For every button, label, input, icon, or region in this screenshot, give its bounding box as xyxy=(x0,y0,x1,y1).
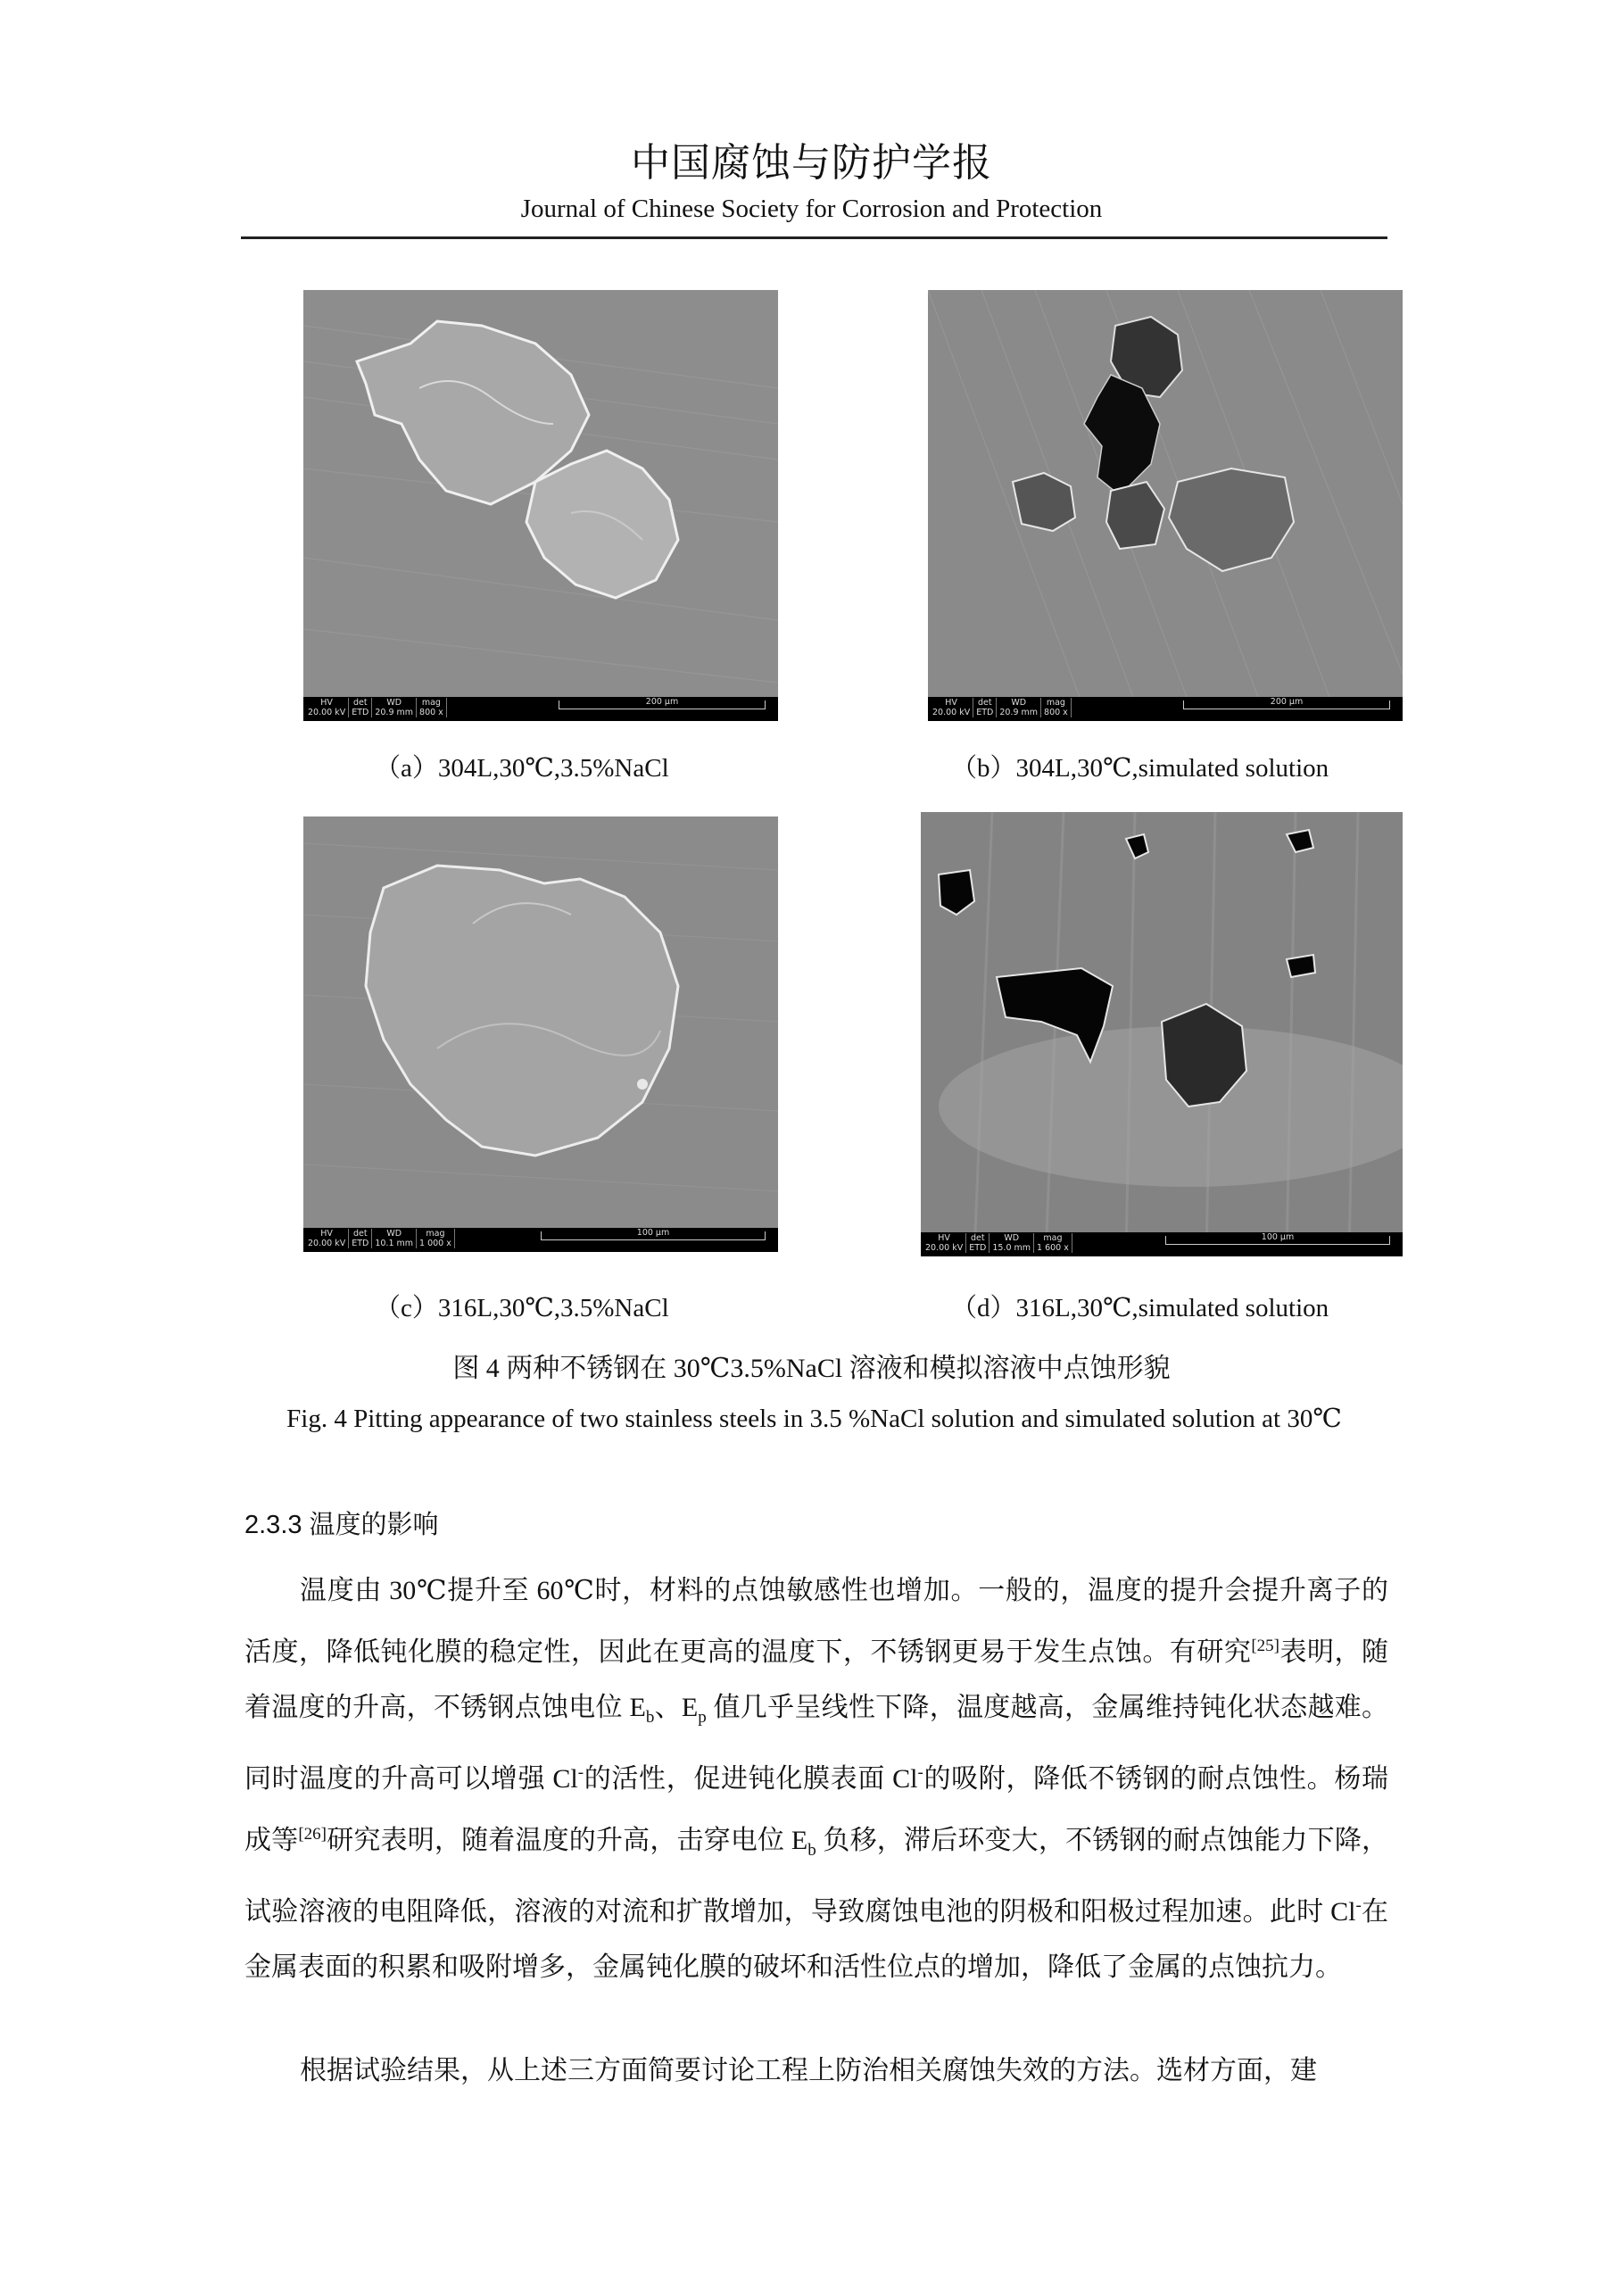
caption-b: （b）304L,30℃,simulated solution xyxy=(951,754,1329,783)
scale-label-a: 200 μm xyxy=(643,697,681,707)
sem-databar-b: HV det WD mag 20.00 kV ETD 20.9 mm 800 x 200 μm xyxy=(928,697,1403,721)
scale-label-c: 100 μm xyxy=(634,1228,672,1238)
sem-image-c xyxy=(303,816,778,1252)
figure-caption-cn: 图 4 两种不锈钢在 30℃3.5%NaCl 溶液和模拟溶液中点蚀形貌 xyxy=(452,1354,1171,1383)
header-rule xyxy=(241,236,1387,239)
scale-label-b: 200 μm xyxy=(1268,697,1305,707)
sem-databar-d: HV det WD mag 20.00 kV ETD 15.0 mm 1 600 x 100 μm xyxy=(921,1232,1403,1256)
scale-label-d: 100 μm xyxy=(1259,1232,1296,1242)
sem-databar-a: HV det WD mag 20.00 kV ETD 20.9 mm 800 x 200 μm xyxy=(303,697,778,721)
body-paragraph-1: 温度由 30℃提升至 60℃时，材料的点蚀敏感性也增加。一般的，温度的提升会提升离子的活度，降低钝化膜的稳定性，因此在更高的温度下，不锈钢更易于发生点蚀。有研究[25]表明，随着温度的升高，不锈钢点蚀电位 $E_b$、$E_p$ 值几乎呈线性下降，温度越高，金属维持钝化状态越难。同时温度的升高可以增强 Cl-的活性，促进钝化膜表面 Cl-的吸附，降低不锈钢的耐点蚀性。杨瑞成等[26]研究表明，随着温度的升高，击穿电位 $E_b$ 负移，滞后环变大，不锈钢的耐点蚀能力下降，试验溶液的电阻降低，溶液的对流和扩散增加，导致腐蚀电池的阴极和阳极过程加速。此时 Cl-在金属表面的积累和吸附增多，金属钝化膜的破坏和活性位点的增加，降低了金属的点蚀抗力。 xyxy=(244,1576,1389,1982)
sem-image-d xyxy=(921,812,1403,1256)
journal-title-cn: 中国腐蚀与防护学报 xyxy=(631,141,992,185)
caption-c: （c）316L,30℃,3.5%NaCl xyxy=(375,1294,669,1322)
sem-databar-c: HV det WD mag 20.00 kV ETD 10.1 mm 1 000 x 100 μm xyxy=(303,1228,778,1252)
section-heading: 2.3.3 温度的影响 xyxy=(244,1511,439,1539)
caption-a: （a）304L,30℃,3.5%NaCl xyxy=(375,754,669,783)
body-paragraph-2: 根据试验结果，从上述三方面简要讨论工程上防治相关腐蚀失效的方法。选材方面，建 xyxy=(300,2056,1317,2085)
journal-title-en: Journal of Chinese Society for Corrosion and Protection xyxy=(520,195,1103,223)
sem-image-b xyxy=(928,290,1403,721)
sem-image-a xyxy=(303,290,778,721)
figure-caption-en: Fig. 4 Pitting appearance of two stainless steels in 3.5 %NaCl solution and simulated solution at 30℃ xyxy=(286,1405,1342,1433)
caption-d: （d）316L,30℃,simulated solution xyxy=(951,1294,1329,1322)
